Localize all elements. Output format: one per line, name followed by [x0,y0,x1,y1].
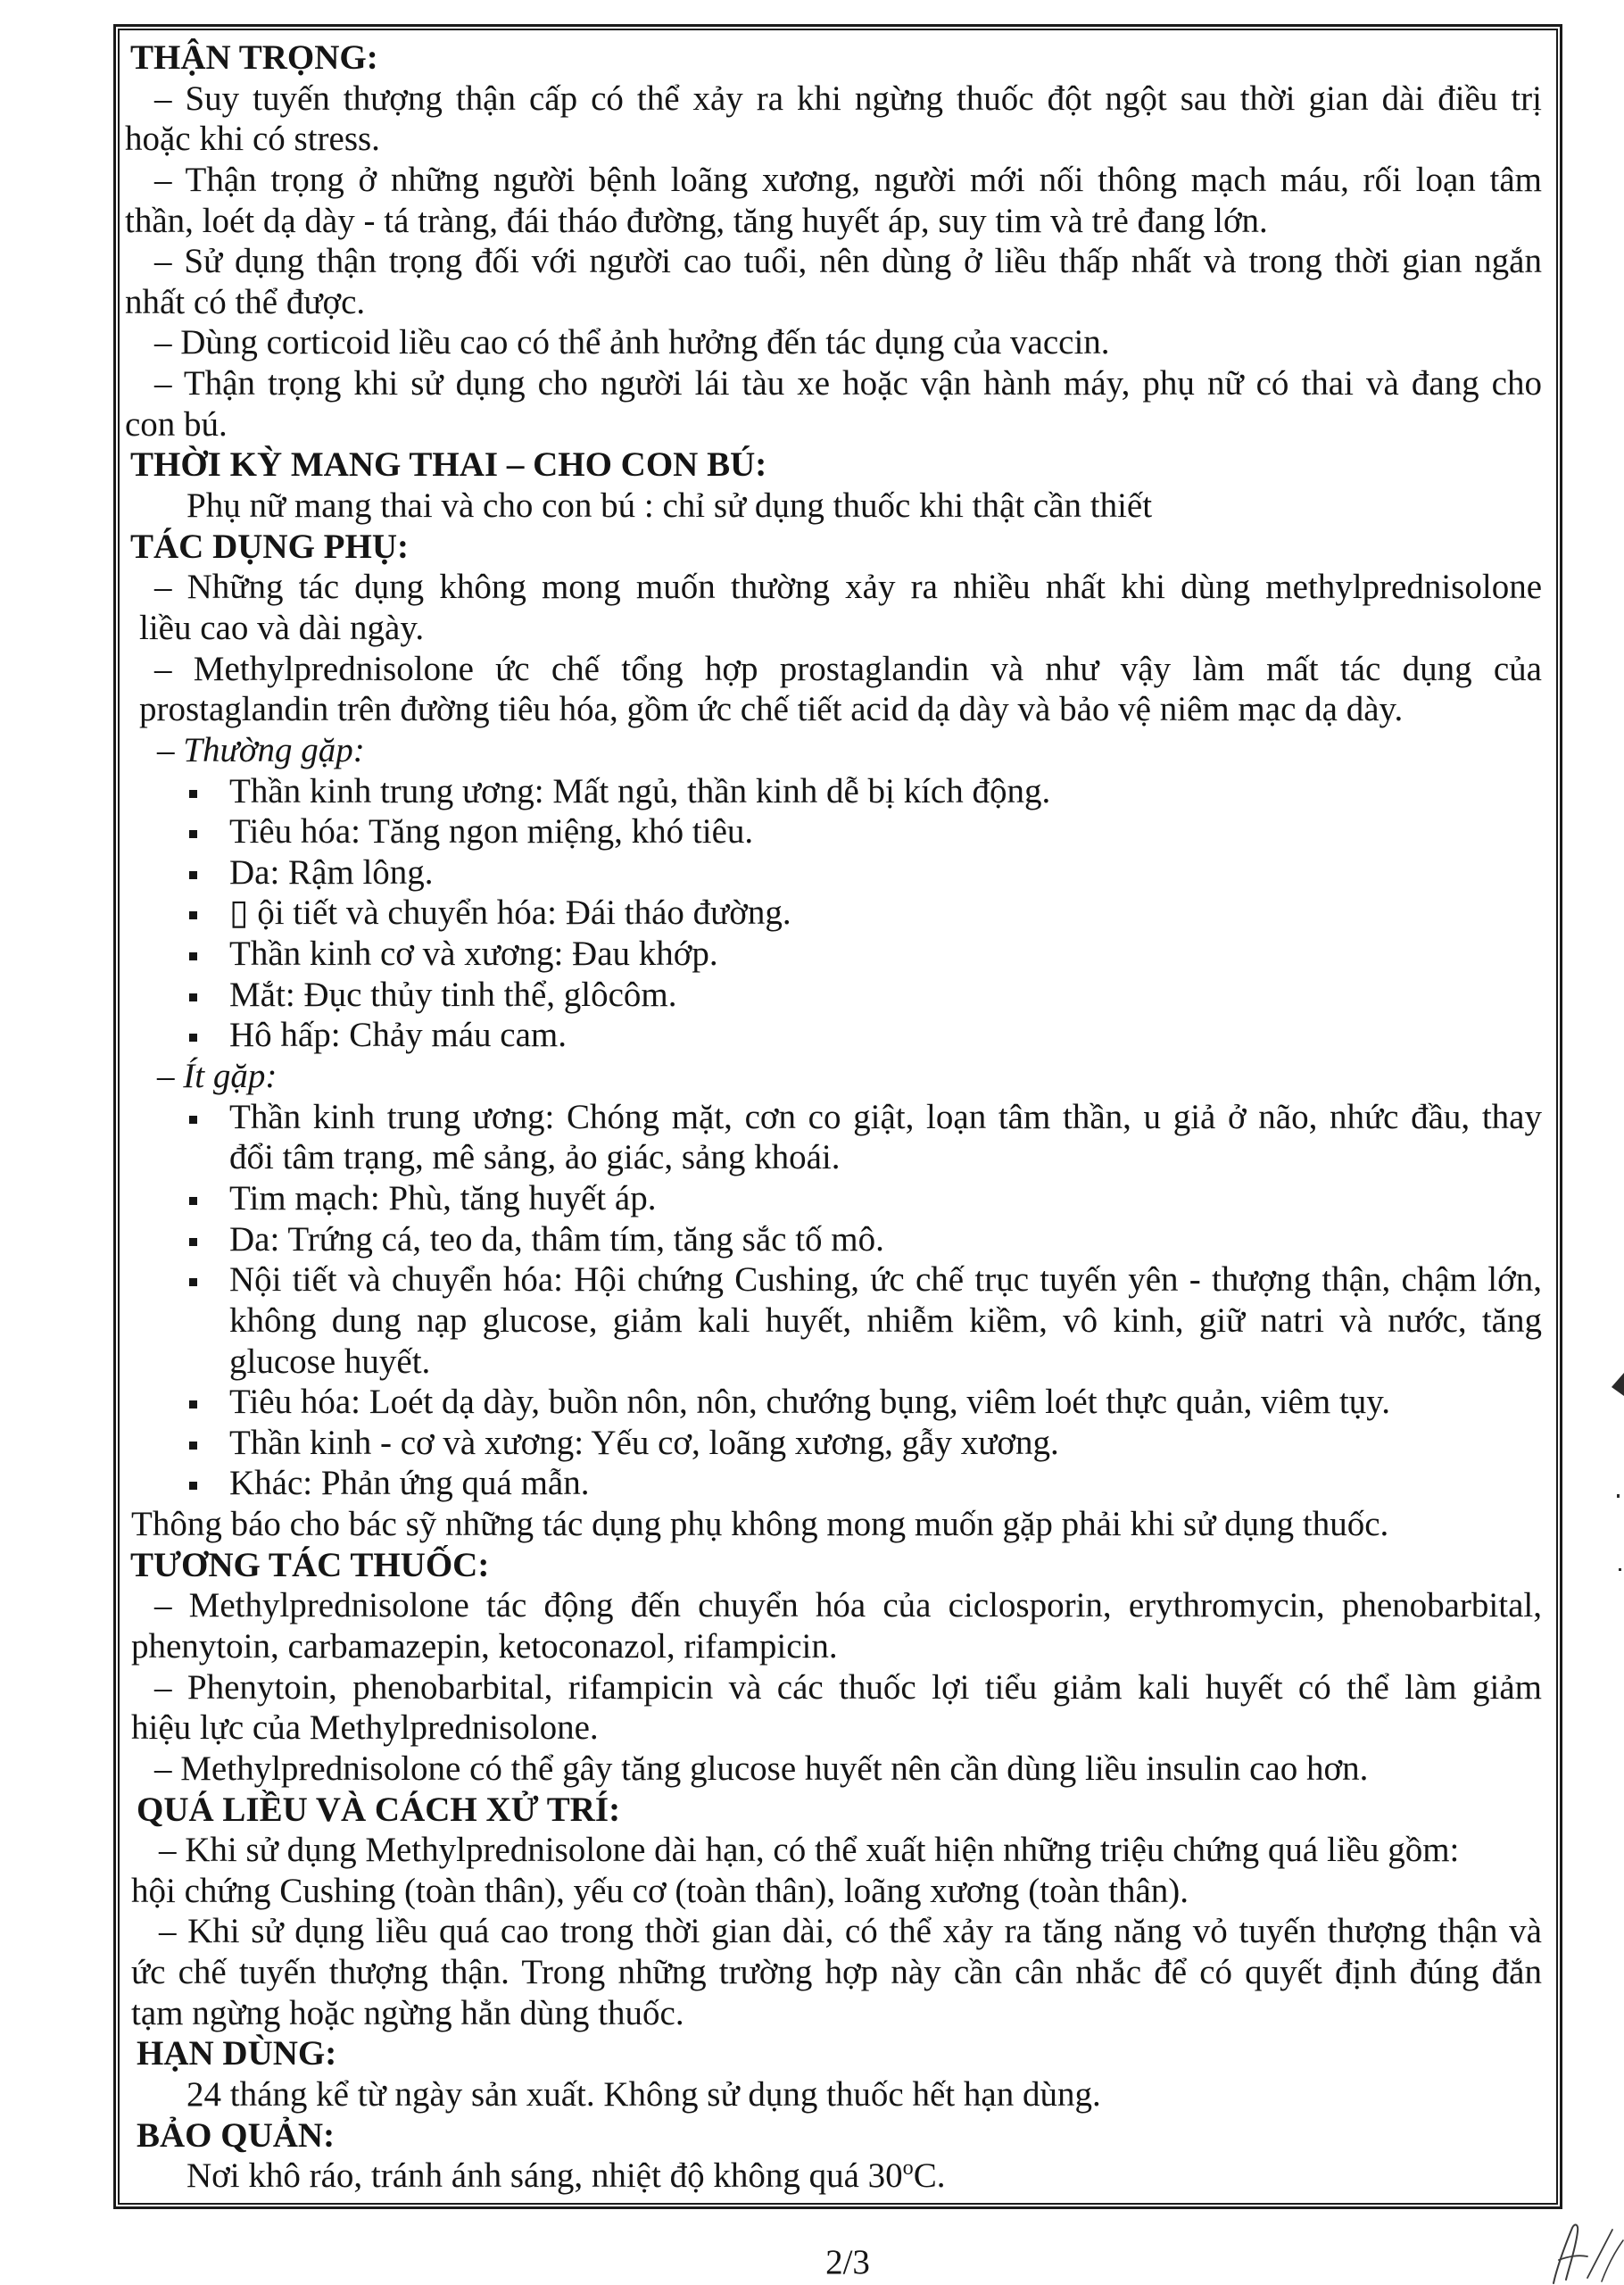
section-heading-precautions: THẬN TRỌNG: [130,38,378,77]
list-item [0,1178,1542,1219]
subheading-uncommon: – Ít gặp: [157,1057,278,1096]
list-item [0,934,1542,975]
list-item-text: Tiêu hóa: Tăng ngon miệng, khó tiêu. [229,812,754,852]
list-item-text: Mắt: Đục thủy tinh thể, glôcôm. [229,975,677,1014]
interaction-line: – Phenytoin, phenobarbital, rifampicin và các thuốc lợi tiểu giảm kali huyết có thể làm giảm [154,1667,1542,1707]
scan-mark [1606,1371,1624,1398]
list-item [0,1015,1542,1056]
section-heading-overdose: QUÁ LIỀU VÀ CÁCH XỬ TRÍ: [137,1790,621,1829]
list-item-continuation: đổi tâm trạng, mê sảng, ảo giác, sảng khoái. [229,1138,841,1177]
scan-mark [1619,1568,1621,1571]
overdose-line: hội chứng Cushing (toàn thân), yếu cơ (toàn thân), loãng xương (toàn thân). [131,1871,1189,1910]
side-effects-note: Thông báo cho bác sỹ những tác dụng phụ không mong muốn gặp phải khi sử dụng thuốc. [131,1505,1389,1544]
section-heading-storage: BẢO QUẢN: [137,2115,336,2155]
list-item-text: Thần kinh cơ và xương: Đau khớp. [229,935,718,974]
list-item [0,975,1542,1016]
list-item-text: Hô hấp: Chảy máu cam. [229,1016,567,1055]
list-item-text: ▯ ội tiết và chuyển hóa: Đái tháo đường. [229,893,791,933]
bullet-icon [189,1400,197,1408]
degree-symbol: o [902,2156,914,2181]
bullet-icon [189,1442,197,1450]
precaution-line: – Thận trọng ở những người bệnh loãng xương, người mới nối thông mạch máu, rối loạn tâm [154,160,1542,199]
side-effect-line: – Những tác dụng không mong muốn thường xảy ra nhiều nhất khi dùng methylprednisolone [154,568,1542,607]
side-effect-line: prostaglandin trên đường tiêu hóa, gồm ức chế tiết acid dạ dày và bảo vệ niêm mạc dạ dày. [139,690,1404,729]
bullet-icon [189,1034,197,1042]
list-item-text: Thần kinh trung ương: Mất ngủ, thần kinh dễ bị kích động. [229,771,1051,810]
list-item-text: Tim mạch: Phù, tăng huyết áp. [229,1178,657,1217]
precaution-line: – Suy tuyến thượng thận cấp có thể xảy ra khi ngừng thuốc đột ngột sau thời gian dài điều trị [154,79,1542,118]
list-item [0,1219,1542,1260]
bullet-icon [189,1197,197,1205]
list-item [0,1259,1542,1300]
bullet-icon [189,830,197,838]
section-heading-interactions: TƯƠNG TÁC THUỐC: [130,1545,490,1584]
list-item-text: Tiêu hóa: Loét dạ dày, buồn nôn, nôn, chướng bụng, viêm loét thực quản, viêm tụy. [229,1383,1390,1422]
list-item [0,893,1542,934]
subheading-common: – Thường gặp: [157,730,365,769]
section-heading-pregnancy: THỜI KỲ MANG THAI – CHO CON BÚ: [130,445,767,485]
list-item [0,1097,1542,1138]
list-item-text: Thần kinh trung ương: Chóng mặt, cơn co giật, loạn tâm thần, u giả ở não, nhức đầu, thay [229,1097,1542,1136]
bullet-icon [189,871,197,879]
list-item-continuation: glucose huyết. [229,1342,431,1381]
list-item-text: Khác: Phản ứng quá mẫn. [229,1464,590,1503]
list-item [0,1463,1542,1504]
list-item [0,811,1542,852]
overdose-line: – Khi sử dụng Methylprednisolone dài hạn, có thể xuất hiện những triệu chứng quá liều gồm: [159,1831,1460,1870]
interaction-line: – Methylprednisolone tác động đến chuyển hóa của ciclosporin, erythromycin, phenobarbital, [154,1586,1542,1625]
precaution-line: hoặc khi có stress. [125,120,380,159]
storage-text [0,2156,1542,2197]
list-item [0,1423,1542,1464]
list-item-text: Thần kinh - cơ và xương: Yếu cơ, loãng xương, gẫy xương. [229,1423,1059,1462]
list-item [0,771,1542,812]
overdose-line: tạm ngừng hoặc ngừng hẳn dùng thuốc. [131,1993,684,2032]
pregnancy-text: Phụ nữ mang thai và cho con bú : chỉ sử dụng thuốc khi thật cần thiết [186,486,1153,526]
list-item-continuation: không dung nạp glucose, giảm kali huyết, nhiễm kiềm, vô kinh, giữ natri và nước, tăng [229,1300,1542,1340]
bullet-icon [189,993,197,1001]
list-item-text: Da: Trứng cá, teo da, thâm tím, tăng sắc tố mô. [229,1219,884,1259]
precaution-line: nhất có thể được. [125,282,366,321]
precaution-line: con bú. [125,404,228,444]
shelf-life-text: 24 tháng kể từ ngày sản xuất. Không sử dụng thuốc hết hạn dùng. [186,2075,1101,2115]
scan-mark [1617,1494,1620,1498]
precaution-line: – Dùng corticoid liều cao có thể ảnh hưởng đến tác dụng của vaccin. [154,323,1110,362]
bullet-icon [189,1278,197,1286]
list-item-text: Da: Rậm lông. [229,852,434,892]
interaction-line: phenytoin, carbamazepin, ketoconazol, rifampicin. [131,1626,838,1666]
section-heading-shelf-life: HẠN DÙNG: [137,2034,337,2073]
interaction-line: – Methylprednisolone có thể gây tăng glucose huyết nên cần dùng liều insulin cao hơn. [154,1749,1369,1788]
side-effect-line: liều cao và dài ngày. [139,608,425,647]
side-effect-line: – Methylprednisolone ức chế tổng hợp prostaglandin và như vậy làm mất tác dụng của [154,649,1542,688]
bullet-icon [189,1238,197,1246]
bullet-icon [189,1482,197,1490]
list-item [0,1382,1542,1423]
precaution-line: – Sử dụng thận trọng đối với người cao tuổi, nên dùng ở liều thấp nhất và trong thời gian ngắn [154,242,1542,281]
page-number: 2/3 [825,2243,870,2281]
list-item-text: Nội tiết và chuyển hóa: Hội chứng Cushing, ức chế trục tuyến yên - thượng thận, chậm lớn, [229,1260,1542,1300]
signature [1548,2221,1624,2285]
storage-text-unit: C. [913,2156,946,2196]
interaction-line: hiệu lực của Methylprednisolone. [131,1708,599,1748]
section-heading-side-effects: TÁC DỤNG PHỤ: [130,527,409,566]
document-body [0,37,1542,2197]
bullet-icon [189,952,197,960]
overdose-line: ức chế tuyến thượng thận. Trong những trường hợp này cần cân nhắc để có quyết định đúng đắn [131,1953,1542,1992]
bullet-icon [189,1116,197,1124]
list-item [0,852,1542,893]
precaution-line: – Thận trọng khi sử dụng cho người lái tàu xe hoặc vận hành máy, phụ nữ có thai và đang cho [154,364,1542,403]
overdose-line: – Khi sử dụng liều quá cao trong thời gian dài, có thể xảy ra tăng năng vỏ tuyến thượng thận và [159,1912,1542,1951]
bullet-icon [189,911,197,919]
storage-text-main: Nơi khô ráo, tránh ánh sáng, nhiệt độ không quá 30 [186,2156,903,2196]
precaution-line: thần, loét dạ dày - tá tràng, đái tháo đường, tăng huyết áp, suy tim và trẻ đang lớn. [125,201,1268,240]
bullet-icon [189,790,197,798]
